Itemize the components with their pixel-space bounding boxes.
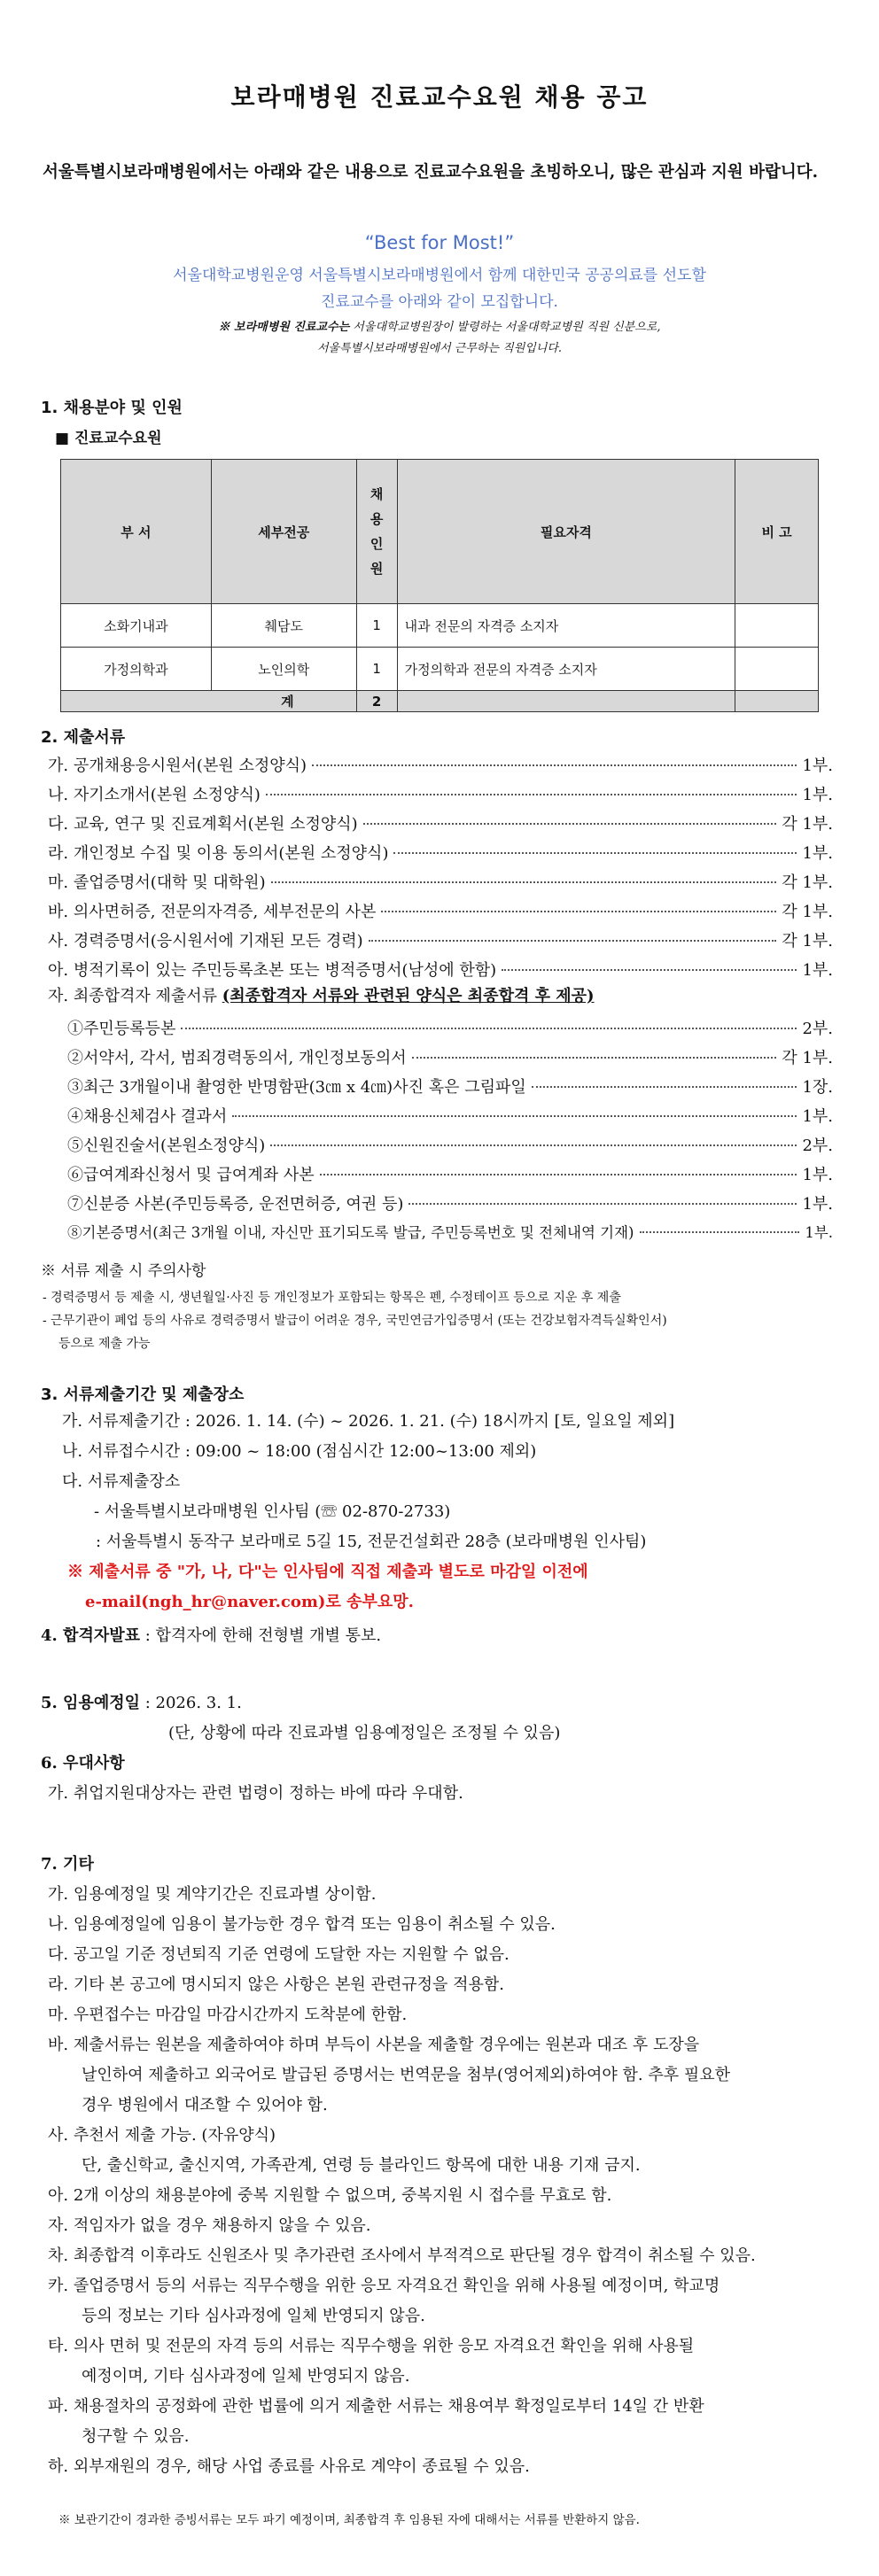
- submit-period: 가. 서류제출기간 : 2026. 1. 14. (수) ~ 2026. 1. 21. (수) 18시까지 [토, 일요일 제외]: [62, 1412, 675, 1431]
- leader-dots: [270, 1144, 797, 1146]
- final-prefix: 자. 최종합격자 제출서류: [48, 987, 222, 1005]
- doc-qty: 1부.: [802, 844, 833, 863]
- doc-qty: 각 1부.: [782, 932, 833, 950]
- section-3-heading: 3. 서류제출기간 및 제출장소: [41, 1385, 245, 1404]
- table-row: [61, 604, 819, 648]
- header-specialty: 세부전공: [211, 460, 356, 604]
- section-4-heading: 4. 합격자발표: [41, 1626, 140, 1645]
- table-cell: [397, 691, 735, 712]
- final-doc-item: [67, 1162, 833, 1185]
- leader-dots: [312, 764, 797, 766]
- leader-dots: [502, 969, 797, 971]
- final-doc-label: ⑤신원진술서(본원소정양식): [67, 1137, 266, 1155]
- header-count: [356, 460, 397, 604]
- doc-qty: 각 1부.: [782, 873, 833, 892]
- doc-item: [48, 782, 833, 805]
- doc-item: [48, 841, 833, 864]
- leader-dots: [393, 852, 797, 854]
- final-bold-note: (최종합격자 서류와 관련된 양식은 최종합격 후 제공): [222, 987, 595, 1005]
- leader-dots: [532, 1086, 797, 1088]
- leader-dots: [181, 1028, 797, 1029]
- caution-line: 등으로 제출 가능: [58, 1337, 151, 1351]
- status-note: [0, 317, 879, 360]
- note-bold: ※ 보라매병원 진료교수는: [218, 321, 350, 334]
- final-doc-label: ⑥급여계좌신청서 및 급여계좌 사본: [67, 1166, 315, 1184]
- leader-dots: [232, 1115, 797, 1117]
- section-5-note: (단, 상황에 따라 진료과별 임용예정일은 조정될 수 있음): [168, 1724, 561, 1742]
- table-cell: 1: [356, 648, 397, 691]
- leader-dots: [640, 1231, 800, 1233]
- table-total-row: [61, 691, 819, 712]
- section-6-text: 가. 취업지원대상자는 관련 법령이 정하는 바에 따라 우대함.: [48, 1784, 463, 1803]
- final-doc-item: [67, 1133, 833, 1156]
- recruit-message-line2: 진료교수를 아래와 같이 모집합니다.: [321, 293, 558, 311]
- email-notice-line2: e-mail(ngh_hr@naver.com)로 송부요망.: [85, 1593, 414, 1611]
- etc-line: 아. 2개 이상의 채용분야에 중복 지원할 수 없으며, 중복지원 시 접수를 무효로 함.: [48, 2186, 612, 2205]
- doc-label: 라. 개인정보 수집 및 이용 동의서(본원 소정양식): [48, 844, 389, 863]
- doc-qty: 각 1부.: [782, 903, 833, 921]
- etc-line: 나. 임용예정일에 임용이 불가능한 경우 합격 또는 임용이 취소될 수 있음.: [48, 1915, 556, 1934]
- final-doc-item: [67, 1075, 833, 1098]
- leader-dots: [408, 1203, 797, 1205]
- final-doc-qty: 1장.: [802, 1078, 833, 1097]
- email-notice-line1: ※ 제출서류 중 "가, 나, 다"는 인사팀에 직접 제출과 별도로 마감일 이전에: [67, 1563, 588, 1581]
- doc-item: [48, 928, 833, 951]
- section-7-heading: 7. 기타: [41, 1855, 94, 1874]
- final-docs-heading: [48, 983, 595, 1010]
- final-doc-qty: 1부.: [802, 1166, 833, 1184]
- final-doc-qty: 1부.: [805, 1224, 833, 1241]
- final-doc-label: ②서약서, 각서, 범죄경력동의서, 개인정보동의서: [67, 1049, 407, 1067]
- slogan: “Best for Most!”: [364, 232, 515, 253]
- table-cell: 노인의학: [211, 648, 356, 691]
- table-cell: 1: [356, 604, 397, 648]
- doc-item: [48, 870, 833, 893]
- final-doc-label: ④채용신체검사 결과서: [67, 1107, 228, 1126]
- section-1-heading: 1. 채용분야 및 인원: [41, 399, 183, 417]
- doc-label: 다. 교육, 연구 및 진료계획서(본원 소정양식): [48, 815, 358, 834]
- table-cell: 가정의학과 전문의 자격증 소지자: [397, 648, 735, 691]
- section-1-subheading: ■ 진료교수요원: [55, 430, 162, 447]
- etc-line: 바. 제출서류는 원본을 제출하여야 하며 부득이 사본을 제출할 경우에는 원본과 대조 후 도장을: [48, 2036, 700, 2054]
- etc-line: 라. 기타 본 공고에 명시되지 않은 사항은 본원 관련규정을 적용함.: [48, 1975, 505, 1994]
- doc-label: 가. 공개채용응시원서(본원 소정양식): [48, 757, 307, 775]
- caution-line: - 경력증명서 등 제출 시, 생년월일·사진 등 개인정보가 포함되는 항목은 펜, 수정테이프 등으로 지운 후 제출: [43, 1291, 621, 1305]
- leader-dots: [412, 1057, 777, 1059]
- header-dept: 부 서: [61, 460, 212, 604]
- doc-label: 사. 경력증명서(응시원서에 기재된 모든 경력): [48, 932, 363, 950]
- doc-item: [48, 753, 833, 776]
- submit-hours: 나. 서류접수시간 : 09:00 ~ 18:00 (점심시간 12:00~13:00 제외): [62, 1442, 537, 1461]
- caution-line: - 근무기관이 폐업 등의 사유로 경력증명서 발급이 어려운 경우, 국민연금가입증명서 (또는 건강보험자격득실확인서): [43, 1314, 667, 1328]
- total-label: 계: [61, 691, 357, 712]
- intro-text: 서울특별시보라매병원에서는 아래와 같은 내용으로 진료교수요원을 초빙하오니, 많은 관심과 지원 바랍니다.: [43, 163, 819, 182]
- leader-dots: [369, 940, 777, 942]
- caution-title: ※ 서류 제출 시 주의사항: [41, 1262, 206, 1280]
- doc-qty: 각 1부.: [782, 815, 833, 834]
- final-doc-item: [67, 1104, 833, 1127]
- doc-qty: 1부.: [802, 757, 833, 775]
- doc-qty: 1부.: [802, 786, 833, 804]
- table-row: [61, 648, 819, 691]
- doc-label: 나. 자기소개서(본원 소정양식): [48, 786, 261, 804]
- final-doc-label: ③최근 3개월이내 촬영한 반명함판(3㎝ x 4㎝)사진 혹은 그림파일: [67, 1078, 526, 1097]
- leader-dots: [363, 823, 777, 825]
- total-value: 2: [356, 691, 397, 712]
- doc-item: [48, 811, 833, 834]
- recruit-message-line1: 서울대학교병원운영 서울특별시보라매병원에서 함께 대한민국 공공의료를 선도할: [173, 267, 706, 284]
- section-5-heading: 5. 임용예정일: [41, 1694, 140, 1712]
- leader-dots: [320, 1174, 797, 1175]
- section-4: [41, 1623, 381, 1649]
- final-doc-item: [67, 1191, 833, 1214]
- submit-place-address: : 서울특별시 동작구 보라매로 5길 15, 전문건설회관 28층 (보라매병원 인사팀): [96, 1532, 647, 1551]
- doc-item: [48, 958, 833, 981]
- final-doc-item: [67, 1045, 833, 1068]
- final-note: ※ 보관기간이 경과한 증빙서류는 모두 파기 예정이며, 최종합격 후 임용된 자에 대해서는 서류를 반환하지 않음.: [58, 2513, 640, 2527]
- etc-line: 등의 정보는 기타 심사과정에 일체 반영되지 않음.: [82, 2307, 425, 2325]
- section-6-heading: 6. 우대사항: [41, 1754, 125, 1773]
- leader-dots: [381, 911, 776, 912]
- section-5-text: : 2026. 3. 1.: [140, 1694, 242, 1712]
- etc-line: 파. 채용절차의 공정화에 관한 법률에 의거 제출한 서류는 채용여부 확정일로부터 14일 간 반환: [48, 2397, 704, 2416]
- header-qualification: 필요자격: [397, 460, 735, 604]
- table-cell: [735, 604, 819, 648]
- final-doc-qty: 2부.: [802, 1020, 833, 1038]
- recruitment-table: [60, 459, 819, 712]
- final-doc-qty: 1부.: [802, 1195, 833, 1214]
- table-cell: [735, 691, 819, 712]
- doc-qty: 1부.: [802, 961, 833, 980]
- leader-dots: [266, 794, 797, 795]
- doc-label: 아. 병적기록이 있는 주민등록초본 또는 병적증명서(남성에 한함): [48, 961, 497, 980]
- section-2-heading: 2. 제출서류: [41, 728, 126, 747]
- submit-place-dept: - 서울특별시보라매병원 인사팀 (☏ 02-870-2733): [94, 1502, 451, 1521]
- etc-line: 날인하여 제출하고 외국어로 발급된 증명서는 번역문을 첨부(영어제외)하여야 함. 추후 필요한: [82, 2066, 731, 2084]
- final-doc-qty: 1부.: [802, 1107, 833, 1126]
- final-doc-item: [67, 1221, 833, 1242]
- doc-item: [48, 899, 833, 922]
- note-rest: 서울대학교병원장이 발령하는 서울대학교병원 직원 신분으로,: [349, 321, 661, 334]
- etc-line: 단, 출신학교, 출신지역, 가족관계, 연령 등 블라인드 항목에 대한 내용 기재 금지.: [82, 2156, 641, 2175]
- recruit-message: [0, 262, 879, 315]
- etc-line: 마. 우편접수는 마감일 마감시간까지 도착분에 한함.: [48, 2006, 408, 2024]
- header-count-text: 채용인원: [369, 486, 384, 577]
- table-header-row: [61, 460, 819, 604]
- etc-line: 타. 의사 면허 및 전문의 자격 등의 서류는 직무수행을 위한 응모 자격요건 확인을 위해 사용될: [48, 2337, 695, 2355]
- final-doc-qty: 2부.: [802, 1137, 833, 1155]
- etc-line: 하. 외부재원의 경우, 해당 사업 종료를 사유로 계약이 종료될 수 있음.: [48, 2457, 530, 2476]
- table-cell: 가정의학과: [61, 648, 212, 691]
- doc-label: 마. 졸업증명서(대학 및 대학원): [48, 873, 266, 892]
- leader-dots: [271, 881, 777, 883]
- table-cell: [735, 648, 819, 691]
- etc-line: 차. 최종합격 이후라도 신원조사 및 추가관련 조사에서 부적격으로 판단될 경우 합격이 취소될 수 있음.: [48, 2246, 756, 2265]
- note-line2: 서울특별시보라매병원에서 근무하는 직원입니다.: [316, 342, 563, 355]
- section-4-text: : 합격자에 한해 전형별 개별 통보.: [140, 1626, 382, 1645]
- etc-line: 예정이며, 기타 심사과정에 일체 반영되지 않음.: [82, 2367, 410, 2386]
- doc-label: 바. 의사면허증, 전문의자격증, 세부전문의 사본: [48, 903, 377, 921]
- etc-line: 사. 추천서 제출 가능. (자유양식): [48, 2126, 276, 2145]
- final-doc-label: ①주민등록등본: [67, 1020, 176, 1038]
- submit-place-heading: 다. 서류제출장소: [62, 1472, 181, 1491]
- table-cell: 췌담도: [211, 604, 356, 648]
- header-remark: 비 고: [735, 460, 819, 604]
- page-title: 보라매병원 진료교수요원 채용 공고: [230, 82, 649, 112]
- etc-line: 경우 병원에서 대조할 수 있어야 함.: [82, 2096, 328, 2114]
- etc-line: 자. 적임자가 없을 경우 채용하지 않을 수 있음.: [48, 2216, 371, 2235]
- etc-line: 가. 임용예정일 및 계약기간은 진료과별 상이함.: [48, 1885, 377, 1904]
- final-doc-qty: 각 1부.: [782, 1049, 833, 1067]
- table-cell: 내과 전문의 자격증 소지자: [397, 604, 735, 648]
- etc-line: 다. 공고일 기준 정년퇴직 기준 연령에 도달한 자는 지원할 수 없음.: [48, 1945, 510, 1964]
- etc-line: 청구할 수 있음.: [82, 2427, 190, 2446]
- table-cell: 소화기내과: [61, 604, 212, 648]
- section-5: [41, 1690, 242, 1717]
- etc-line: 카. 졸업증명서 등의 서류는 직무수행을 위한 응모 자격요건 확인을 위해 사용될 예정이며, 학교명: [48, 2277, 720, 2295]
- final-doc-label: ⑧기본증명서(최근 3개월 이내, 자신만 표기되도록 발급, 주민등록번호 및 전체내역 기재): [67, 1224, 634, 1241]
- final-doc-label: ⑦신분증 사본(주민등록증, 운전면허증, 여권 등): [67, 1195, 404, 1214]
- final-doc-item: [67, 1016, 833, 1039]
